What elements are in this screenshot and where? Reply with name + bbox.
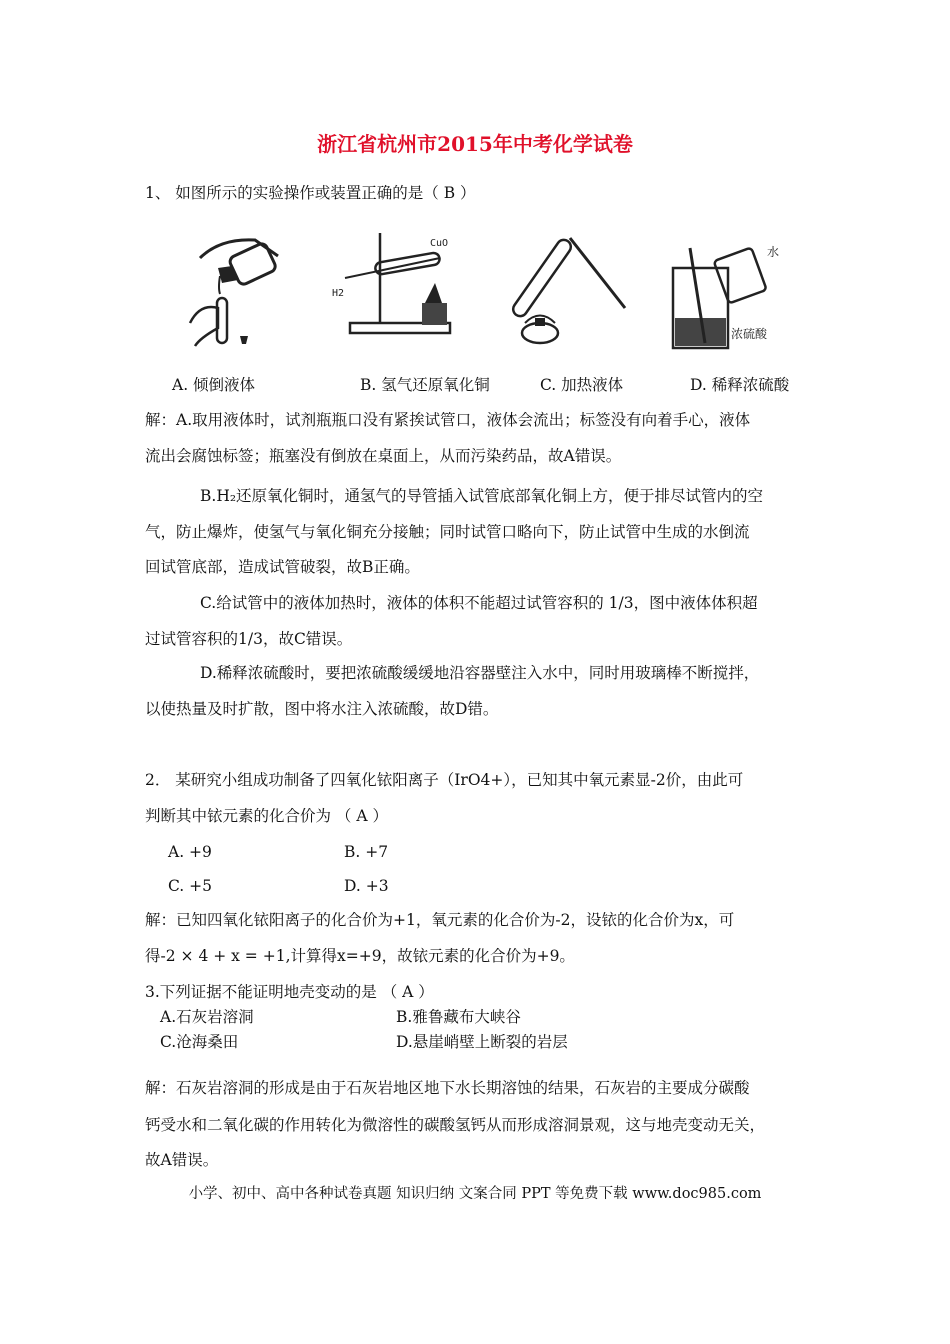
h2-label: H2 [332, 288, 345, 299]
q3-option-b: B.雅鲁藏布大峡谷 [396, 1008, 521, 1026]
footer-text: 小学、初中、高中各种试卷真题 知识归纳 文案合同 PPT 等免费下载 www.doc985.com [188, 1186, 762, 1202]
q1-solution-line: 解：A.取用液体时，试剂瓶瓶口没有紧挨试管口，液体会流出；标签没有向着手心，液体 [145, 411, 751, 429]
q1-solution-line: 回试管底部，造成试管破裂，故B正确。 [145, 558, 420, 576]
q1-option-a: A. 倾倒液体 [172, 376, 256, 394]
q3-stem: 3.下列证据不能证明地壳变动的是 （ A ） [145, 983, 434, 1001]
q2-option-c: C. +5 [168, 877, 213, 895]
q1-option-d: D. 稀释浓硫酸 [690, 376, 790, 394]
q1-solution-line: 以使热量及时扩散，图中将水注入浓硫酸，故D错。 [145, 700, 499, 718]
diluting-sulfuric-acid-figure [665, 228, 805, 353]
q1-solution-line: B.H₂还原氧化铜时，通氢气的导管插入试管底部氧化铜上方，便于排尽试管内的空 [200, 487, 764, 505]
q1-solution-line: 气，防止爆炸，使氢气与氧化铜充分接触；同时试管口略向下，防止试管中生成的水倒流 [145, 523, 750, 541]
q2-option-b: B. +7 [344, 843, 389, 861]
pouring-liquid-figure [160, 228, 290, 353]
q3-option-a: A.石灰岩溶洞 [160, 1008, 254, 1026]
q2-option-a: A. +9 [168, 843, 212, 861]
q2-stem-line: 判断其中铱元素的化合价为 （ A ） [145, 807, 388, 825]
heating-liquid-figure [510, 228, 630, 353]
q3-solution-line: 钙受水和二氧化碳的作用转化为微溶性的碳酸氢钙从而形成溶洞景观，这与地壳变动无关， [145, 1116, 766, 1134]
hydrogen-reduce-copper-oxide-figure [330, 228, 460, 353]
q2-solution-line: 解：已知四氧化铱阳离子的化合价为+1，氧元素的化合价为-2，设铱的化合价为x，可 [145, 911, 735, 929]
q1-solution-line: C.给试管中的液体加热时，液体的体积不能超过试管容积的 1/3，图中液体体积超 [200, 594, 758, 612]
q2-option-d: D. +3 [344, 877, 389, 895]
q3-solution-line: 故A错误。 [145, 1151, 219, 1169]
q1-solution-line: D.稀释浓硫酸时，要把浓硫酸缓缓地沿容器壁注入水中，同时用玻璃棒不断搅拌， [200, 664, 760, 682]
q1-solution-line: 流出会腐蚀标签；瓶塞没有倒放在桌面上，从而污染药品，故A错误。 [145, 447, 622, 465]
q3-solution-line: 解：石灰岩溶洞的形成是由于石灰岩地区地下水长期溶蚀的结果，石灰岩的主要成分碳酸 [145, 1079, 750, 1097]
cuo-label: CuO [430, 238, 449, 249]
q1-option-c: C. 加热液体 [540, 376, 624, 394]
page-title: 浙江省杭州市2015年中考化学试卷 [317, 132, 633, 156]
q1-stem: 1、 如图所示的实验操作或装置正确的是（ B ） [145, 184, 476, 202]
q1-option-b: B. 氢气还原氧化铜 [360, 376, 490, 394]
q2-solution-line: 得-2 × 4 + x = +1,计算得x=+9，故铱元素的化合价为+9。 [145, 947, 575, 965]
acid-label: 浓硫酸 [731, 327, 768, 341]
q3-option-d: D.悬崖峭壁上断裂的岩层 [396, 1033, 568, 1051]
q2-stem-line: 2． 某研究小组成功制备了四氧化铱阳离子（IrO4+），已知其中氧元素显-2价，由此可 [145, 771, 744, 789]
q3-option-c: C.沧海桑田 [160, 1033, 239, 1051]
q1-solution-line: 过试管容积的1/3，故C错误。 [145, 630, 353, 648]
water-label: 水 [767, 245, 780, 259]
